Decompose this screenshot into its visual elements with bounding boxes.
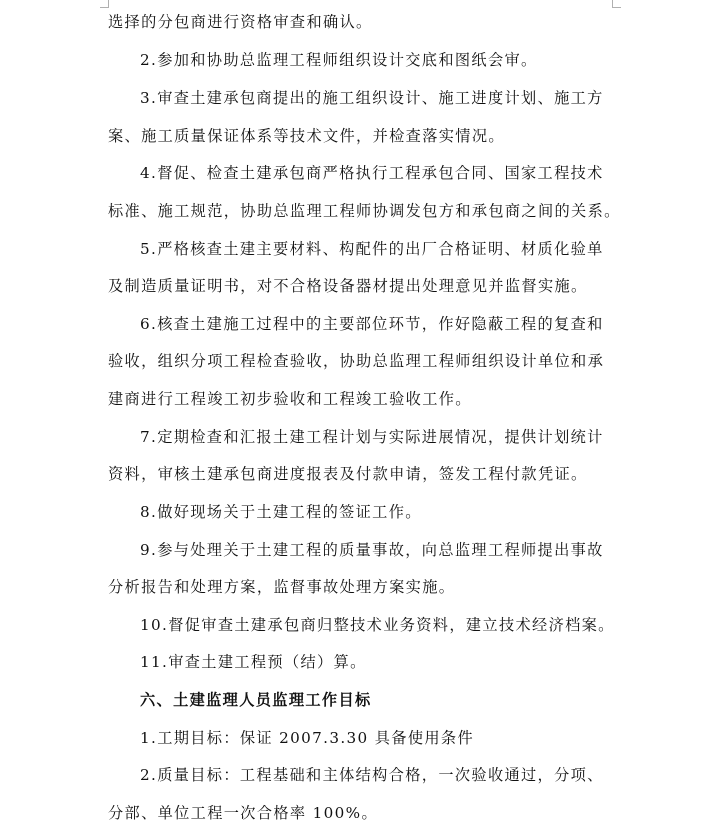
text-line: 6.核查土建施工过程中的主要部位环节，作好隐蔽工程的复查和 <box>140 315 604 333</box>
text-line: 8.做好现场关于土建工程的签证工作。 <box>140 503 422 521</box>
text-line: 5.严格核查土建主要材料、构配件的出厂合格证明、材质化验单 <box>140 240 604 258</box>
margin-corner-mark-left-h <box>100 7 109 8</box>
text-line: 建商进行工程竣工初步验收和工程竣工验收工作。 <box>108 390 472 408</box>
text-line: 3.审查土建承包商提出的施工组织设计、施工进度计划、施工方 <box>140 89 604 107</box>
text-line: 2.参加和协助总监理工程师组织设计交底和图纸会审。 <box>140 51 538 69</box>
text-line: 2.质量目标：工程基础和主体结构合格，一次验收通过，分项、 <box>140 766 604 784</box>
margin-corner-mark-right-h <box>612 7 621 8</box>
text-line: 案、施工质量保证体系等技术文件，并检查落实情况。 <box>108 127 505 145</box>
text-line: 7.定期检查和汇报土建工程计划与实际进展情况，提供计划统计 <box>140 428 604 446</box>
text-line: 标准、施工规范，协助总监理工程师协调发包方和承包商之间的关系。 <box>108 202 621 220</box>
section-heading: 六、土建监理人员监理工作目标 <box>140 691 372 709</box>
text-line: 4.督促、检查土建承包商严格执行工程承包合同、国家工程技术 <box>140 164 604 182</box>
text-line: 及制造质量证明书，对不合格设备器材提出处理意见并监督实施。 <box>108 277 588 295</box>
text-line: 10.督促审查土建承包商归整技术业务资料，建立技术经济档案。 <box>140 616 615 634</box>
text-line: 验收，组织分项工程检查验收，协助总监理工程师组织设计单位和承 <box>108 352 605 370</box>
text-line: 11.审查土建工程预（结）算。 <box>140 653 367 671</box>
text-line: 1.工期目标：保证 2007.3.30 具备使用条件 <box>140 729 474 747</box>
text-line: 资料，审核土建承包商进度报表及付款申请，签发工程付款凭证。 <box>108 465 588 483</box>
text-line: 分部、单位工程一次合格率 100%。 <box>108 804 378 822</box>
text-line: 选择的分包商进行资格审查和确认。 <box>108 13 373 31</box>
text-line: 9.参与处理关于土建工程的质量事故，向总监理工程师提出事故 <box>140 541 604 559</box>
text-line: 分析报告和处理方案，监督事故处理方案实施。 <box>108 578 456 596</box>
